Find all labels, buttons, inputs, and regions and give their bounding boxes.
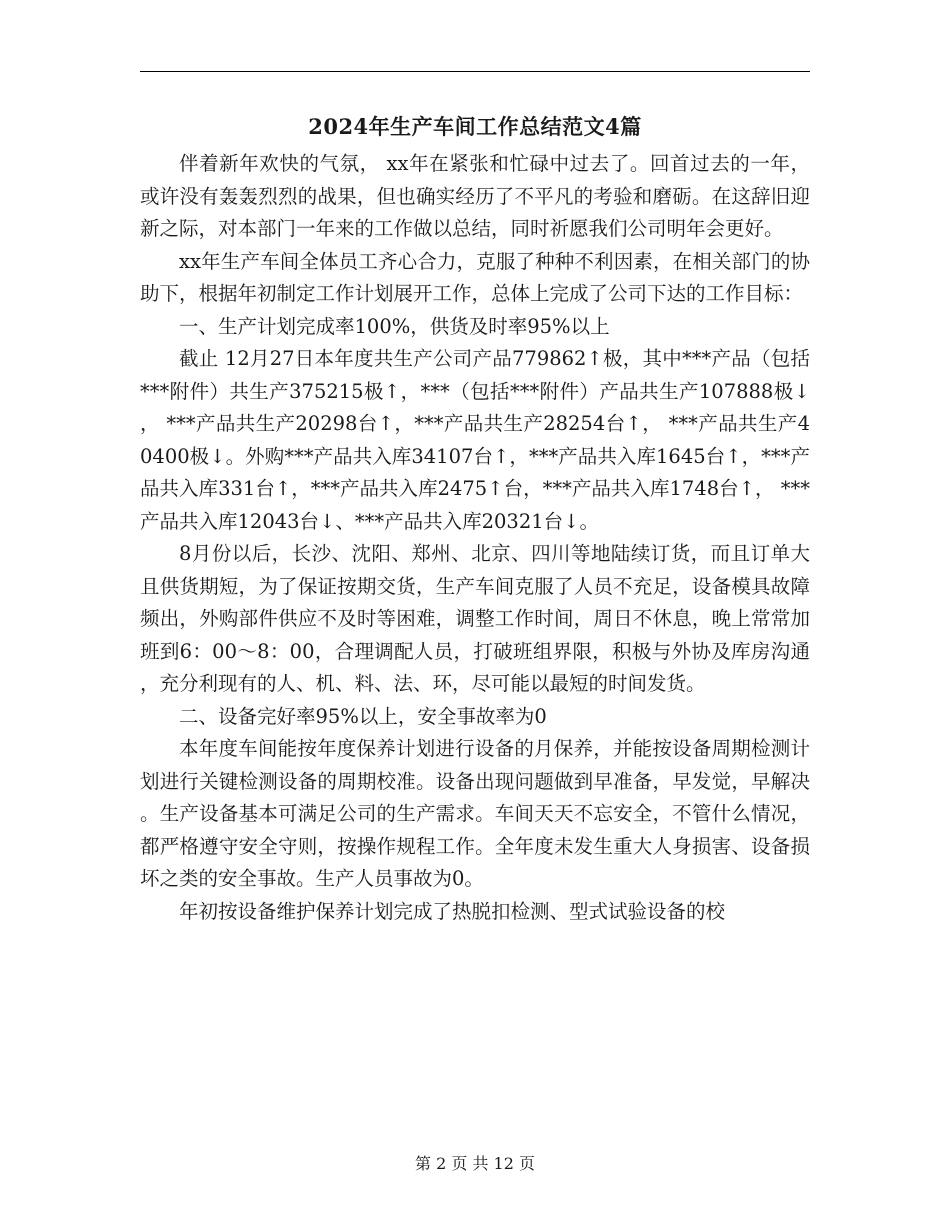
paragraph-summary: xx年生产车间全体员工齐心合力，克服了种种不利因素，在相关部门的协助下，根据年初制定工作计划展开工作，总体上完成了公司下达的工作目标： [140,249,810,305]
header-rule [140,71,810,72]
document-body [140,148,810,928]
section-heading-production: 一、生产计划完成率100%，供货及时率95%以上 [179,314,610,338]
paragraph-orders: 8月份以后，长沙、沈阳、郑州、北京、四川等地陆续订货，而且订单大且供货期短，为了保证按期交货，生产车间克服了人员不充足，设备模具故障频出，外购部件供应不及时等困难，调整工作时间，周日不休息，晚上常常加班到6：00～8：00，合理调配人员，打破班组界限，积极与外协及库房沟通，充分利现有的人、机、料、法、环，尽可能以最短的时间发货。 [140,542,810,695]
paragraph-production-figures: 截止 12月27日本年度共生产公司产品779862↑极，其中***产品（包括***附件）共生产375215极↑，***（包括***附件）产品共生产107888极↓， ***产品共生产20298台↑，***产品共生产28254台↑， ***产品共生产40400极↓。外购***产品共入库34107台↑，***产品共入库1645台↑，***产品共入库331台↑，***产品共入库2475↑台，***产品共入库1748台↑， ***产品共入库12043台↓、***产品共入库20321台↓。 [140,347,810,533]
section-heading-equipment: 二、设备完好率95%以上，安全事故率为0 [179,704,547,728]
page-number-footer: 第 2 页 共 12 页 [415,1154,535,1173]
paragraph-calibration: 年初按设备维护保养计划完成了热脱扣检测、型式试验设备的校 [179,899,726,923]
document-title: 2024年生产车间工作总结范文4篇 [308,114,642,139]
paragraph-maintenance: 本年度车间能按年度保养计划进行设备的月保养，并能按设备周期检测计划进行关键检测设备的周期校准。设备出现问题做到早准备，早发觉，早解决。生产设备基本可满足公司的生产需求。车间天天不忘安全，不管什么情况，都严格遵守安全守则，按操作规程工作。全年度未发生重大人身损害、设备损坏之类的安全事故。生产人员事故为0。 [140,737,810,890]
paragraph-intro: 伴着新年欢快的气氛， xx年在紧张和忙碌中过去了。回首过去的一年，或许没有轰轰烈烈的战果，但也确实经历了不平凡的考验和磨砺。在这辞旧迎新之际，对本部门一年来的工作做以总结，同时祈愿我们公司明年会更好。 [140,152,810,240]
